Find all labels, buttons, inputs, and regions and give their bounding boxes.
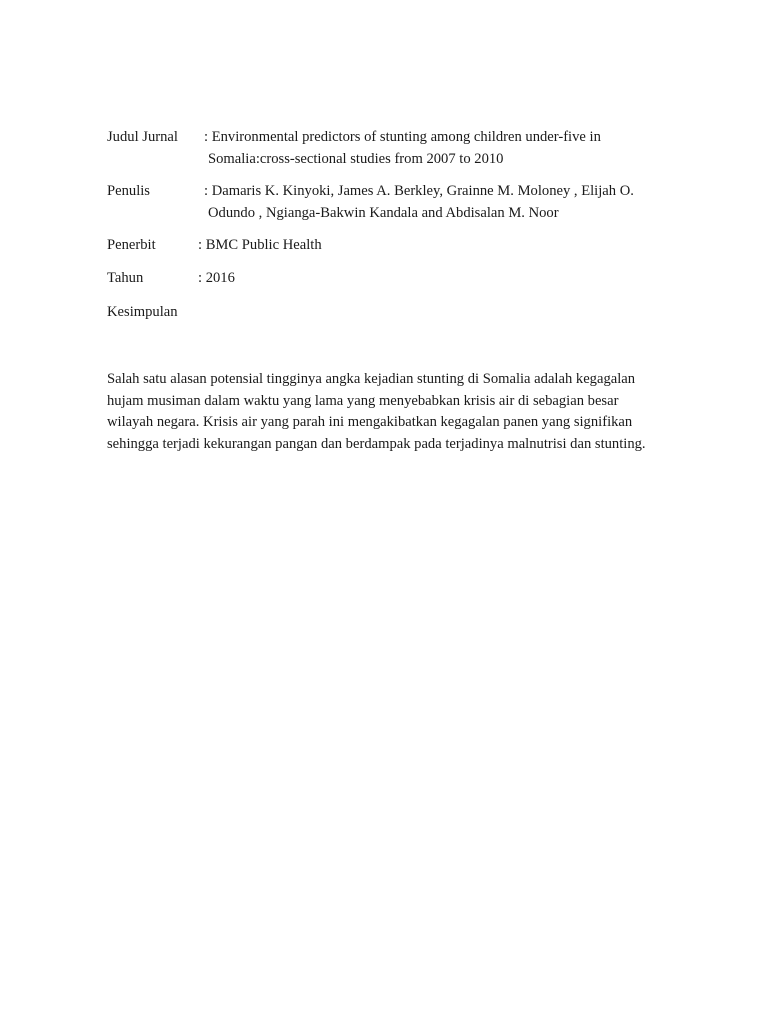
authors-value [204,180,634,224]
journal-title-value [204,126,601,170]
journal-title-line-2: Somalia:cross-sectional studies from 2007 to 2010 [208,151,504,167]
year-value: : 2016 [198,270,235,286]
year-label: Tahun [107,270,144,286]
authors-line-1: : Damaris K. Kinyoki, James A. Berkley, Grainne M. Moloney , Elijah O. [204,183,634,199]
publisher-value: : BMC Public Health [198,237,322,253]
publisher-label: Penerbit [107,237,156,253]
conclusion-paragraph [107,369,687,455]
conclusion-line-1: Salah satu alasan potensial tingginya angka kejadian stunting di Somalia adalah kegagalan [107,371,636,387]
conclusion-line-2: hujam musiman dalam waktu yang lama yang menyebabkan krisis air di sebagian besar [107,392,619,409]
conclusion-line-4: sehingga terjadi kekurangan pangan dan berdampak pada terjadinya malnutrisi dan stunting. [107,435,646,452]
journal-title-label: Judul Jurnal [107,129,178,145]
conclusion-heading: Kesimpulan [107,304,178,320]
authors-line-2: Odundo , Ngianga-Bakwin Kandala and Abdisalan M. Noor [208,205,559,221]
conclusion-line-3: wilayah negara. Krisis air yang parah ini mengakibatkan kegagalan panen yang signifikan [107,414,633,430]
journal-title-line-1: : Environmental predictors of stunting among children under-five in [204,129,601,145]
authors-label: Penulis [107,183,150,199]
